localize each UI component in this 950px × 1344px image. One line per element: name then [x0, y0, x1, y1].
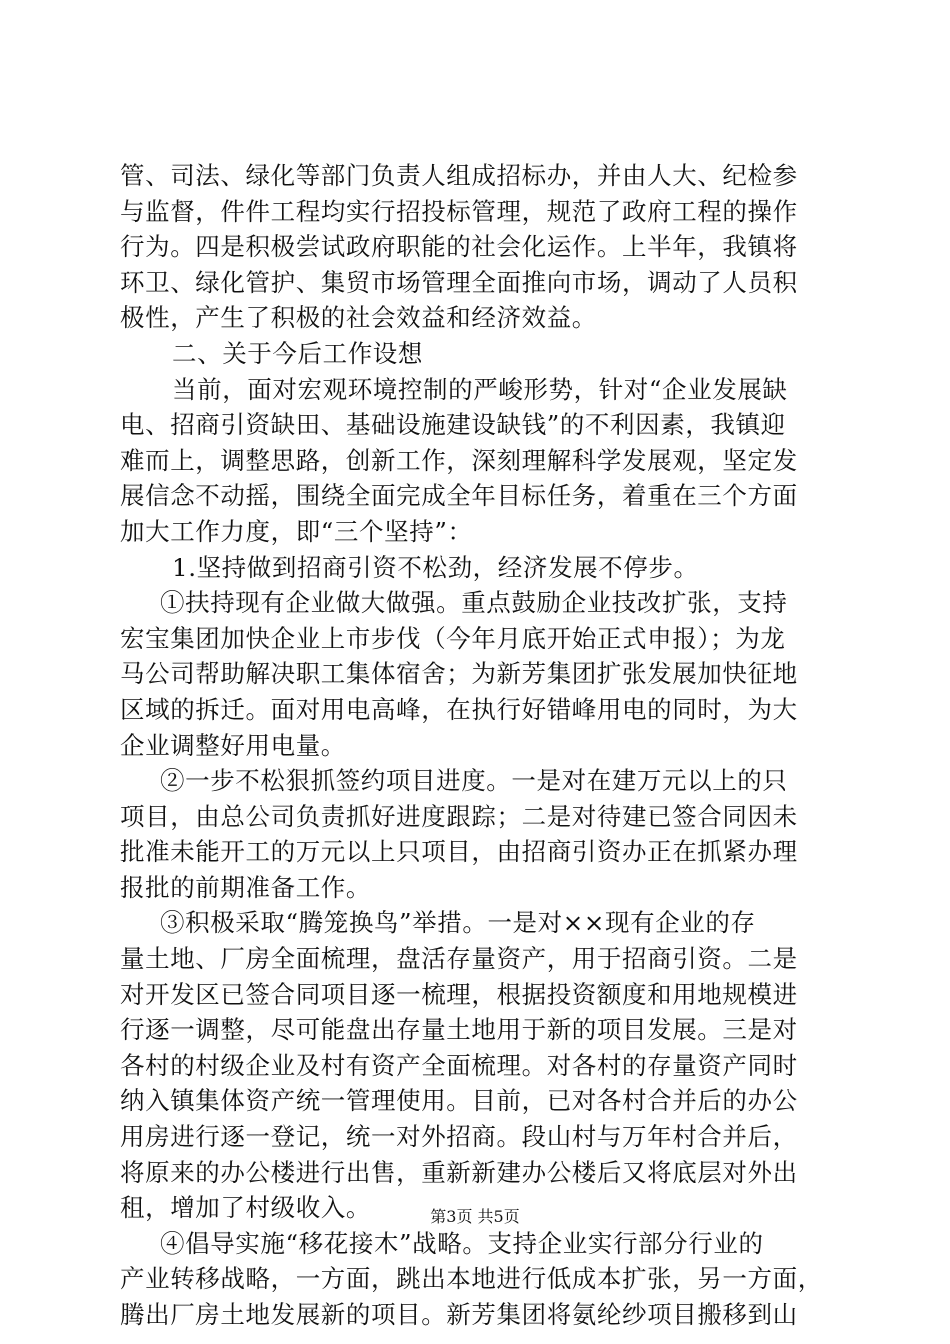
text-line: 管、司法、绿化等部门负责人组成招标办，并由人大、纪检参 [120, 161, 798, 190]
text-line: 与监督，件件工程均实行招投标管理，规范了政府工程的操作 [120, 196, 798, 226]
text-line: 量土地、厂房全面梳理，盘活存量资产，用于招商引资。二是 [120, 944, 798, 974]
text-line: 租，增加了村级收入。 [120, 1193, 371, 1223]
text-line: 批准未能开工的万元以上只项目，由招商引资办正在抓紧办理 [120, 837, 798, 867]
text-line: 项目，由总公司负责抓好进度跟踪；二是对待建已签合同因未 [120, 801, 798, 831]
text-line: 纳入镇集体资产统一管理使用。目前，已对各村合并后的办公 [120, 1086, 798, 1116]
text-line: 宏宝集团加快企业上市步伐（今年月底开始正式申报）；为龙 [120, 623, 786, 653]
text-line: 企业调整好用电量。 [120, 730, 346, 760]
text-line: ②一步不松狠抓签约项目进度。一是对在建万元以上的只 [160, 766, 788, 796]
text-line: 展信念不动摇，围绕全面完成全年目标任务，着重在三个方面 [120, 481, 798, 511]
text-line: ①扶持现有企业做大做强。重点鼓励企业技改扩张，支持 [160, 588, 788, 618]
text-line: 二、关于今后工作设想 [172, 338, 423, 368]
text-line: 电、招商引资缺田、基础设施建设缺钱”的不利因素，我镇迎 [120, 410, 786, 440]
text-line: ④倡导实施“移花接木”战略。支持企业实行部分行业的 [160, 1228, 764, 1258]
text-line: 对开发区已签合同项目逐一梳理，根据投资额度和用地规模进 [120, 979, 798, 1009]
text-line: 难而上，调整思路，创新工作，深刻理解科学发展观，坚定发 [120, 445, 798, 475]
text-line: 行逐一调整，尽可能盘出存量土地用于新的项目发展。三是对 [120, 1015, 798, 1045]
text-line: 当前，面对宏观环境控制的严峻形势，针对“企业发展缺 [172, 374, 788, 404]
text-line: 产业转移战略，一方面，跳出本地进行低成本扩张，另一方面， [120, 1264, 823, 1294]
text-line: 区域的拆迁。面对用电高峰，在执行好错峰用电的同时，为大 [120, 694, 798, 724]
text-line: 马公司帮助解决职工集体宿舍；为新芳集团扩张发展加快征地 [120, 659, 798, 689]
text-line: 报批的前期准备工作。 [120, 872, 371, 902]
text-line: 加大工作力度，即“三个坚持”： [120, 516, 473, 546]
text-line: 环卫、绿化管护、集贸市场管理全面推向市场，调动了人员积 [120, 267, 798, 297]
page-footer: 第3页 共5页 [430, 1207, 520, 1226]
text-line: 极性，产生了积极的社会效益和经济效益。 [120, 303, 597, 333]
text-line: 行为。四是积极尝试政府职能的社会化运作。上半年，我镇将 [120, 232, 798, 262]
text-line: 将原来的办公楼进行出售，重新新建办公楼后又将底层对外出 [120, 1157, 798, 1187]
document-body [120, 158, 832, 1333]
text-line: 用房进行逐一登记，统一对外招商。段山村与万年村合并后， [120, 1122, 798, 1152]
text-line: ③积极采取“腾笼换鸟”举措。一是对××现有企业的存 [160, 908, 756, 938]
text-line: 1.坚持做到招商引资不松劲，经济发展不停步。 [172, 552, 699, 582]
text-line: 各村的村级企业及村有资产全面梳理。对各村的存量资产同时 [120, 1050, 798, 1080]
text-line: 腾出厂房土地发展新的项目。新芳集团将氨纶纱项目搬移到山 [120, 1300, 798, 1329]
